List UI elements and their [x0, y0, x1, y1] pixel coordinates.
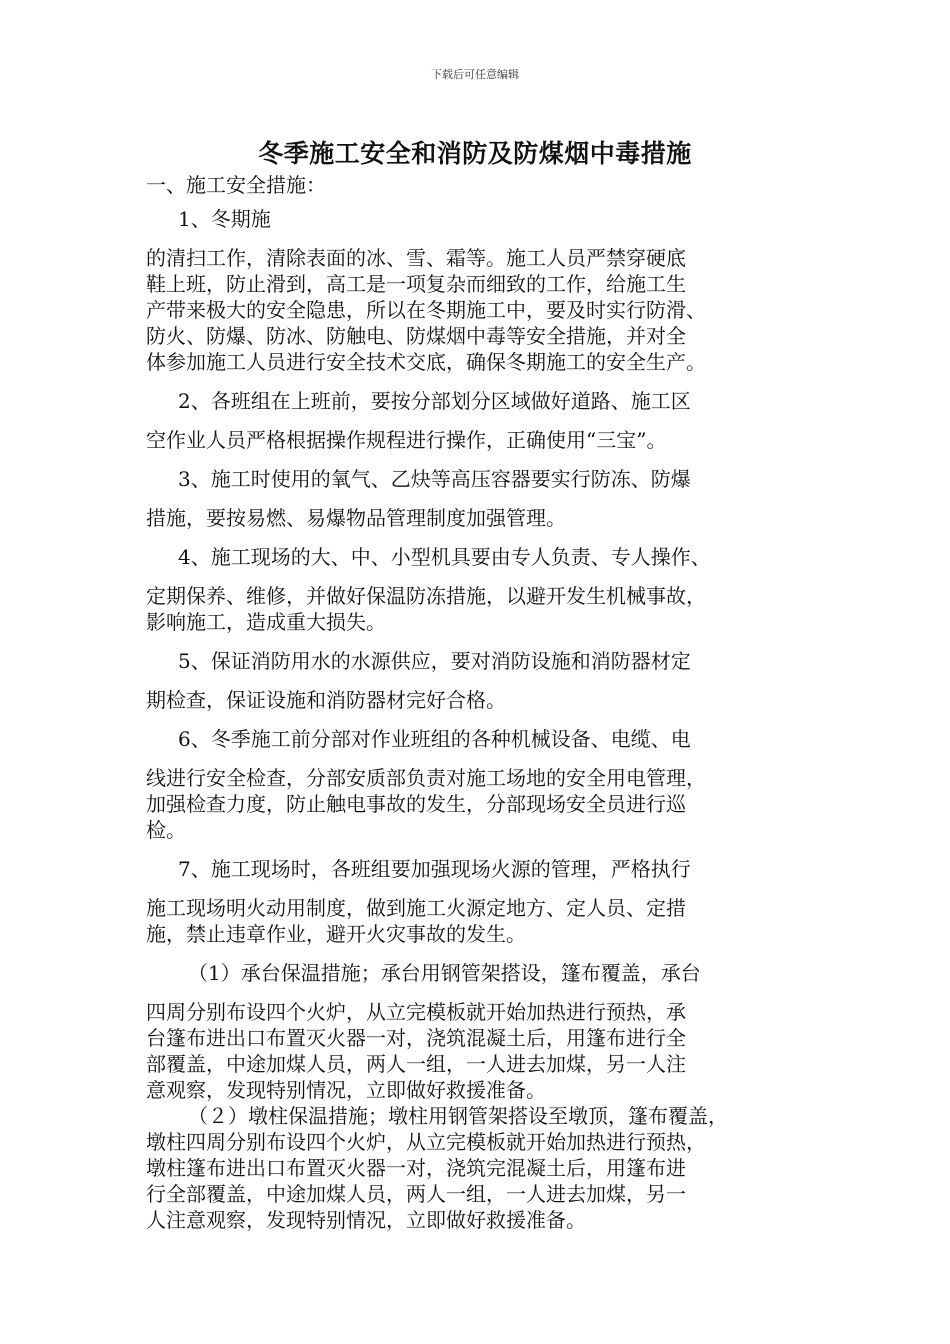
document-body	[146, 172, 806, 1233]
sub-item-2-line: 墩柱四周分别布设四个火炉，从立完模板就开始加热进行预热，	[146, 1130, 706, 1154]
item-3-head: 3、施工时使用的氧气、乙炔等高压容器要实行防冻、防爆	[178, 467, 691, 491]
item-4-head: 4、施工现场的大、中、小型机具要由专人负责、专人操作、	[178, 545, 711, 569]
item-1-head: 1、冬期施	[178, 207, 271, 231]
item-2-head: 2、各班组在上班前，要按分部划分区域做好道路、施工区	[178, 389, 691, 413]
sub-item-2-head: （２）墩柱保温措施；墩柱用钢管架搭设至墩顶，篷布覆盖，	[188, 1104, 728, 1128]
sub-item-1-line: 意观察，发现特别情况，立即做好救援准备。	[146, 1078, 546, 1102]
sub-item-1-head: （1）承台保温措施；承台用钢管架搭设，篷布覆盖，承台	[188, 961, 701, 985]
item-1-line: 的清扫工作，清除表面的冰、雪、霜等。施工人员严禁穿硬底	[146, 246, 686, 270]
item-5-line: 期检查，保证设施和消防器材完好合格。	[146, 688, 506, 712]
item-1-line: 产带来极大的安全隐患，所以在冬期施工中，要及时实行防滑、	[146, 298, 706, 322]
item-7-line: 施，禁止违章作业，避开火灾事故的发生。	[146, 922, 526, 946]
sub-item-2-line: 墩柱篷布进出口布置灭火器一对，浇筑完混凝土后，用篷布进	[146, 1156, 686, 1180]
item-1-line: 体参加施工人员进行安全技术交底，确保冬期施工的安全生产。	[146, 350, 706, 374]
section-heading: 一、施工安全措施：	[146, 173, 326, 197]
item-7-head: 7、施工现场时，各班组要加强现场火源的管理，严格执行	[178, 857, 691, 881]
sub-item-1-line: 部覆盖，中途加煤人员，两人一组，一人进去加煤，另一人注	[146, 1052, 686, 1076]
sub-item-2-line: 人注意观察，发现特别情况，立即做好救援准备。	[146, 1208, 586, 1232]
item-6-head: 6、冬季施工前分部对作业班组的各种机械设备、电缆、电	[178, 727, 691, 751]
item-7-line: 施工现场明火动用制度，做到施工火源定地方、定人员、定措	[146, 896, 686, 920]
item-6-line: 加强检查力度，防止触电事故的发生，分部现场安全员进行巡	[146, 792, 686, 816]
item-6-line: 检。	[146, 818, 186, 842]
item-1-line: 鞋上班，防止滑到，高工是一项复杂而细致的工作，给施工生	[146, 272, 686, 296]
item-4-line: 定期保养、维修，并做好保温防冻措施，以避开发生机械事故，	[146, 584, 706, 608]
item-4-line: 影响施工，造成重大损失。	[146, 610, 386, 634]
item-3-line: 措施，要按易燃、易爆物品管理制度加强管理。	[146, 506, 566, 530]
page-title: 冬季施工安全和消防及防煤烟中毒措施	[258, 139, 692, 168]
header-note: 下载后可任意编辑	[431, 68, 519, 81]
sub-item-2-line: 行全部覆盖，中途加煤人员，两人一组，一人进去加煤，另一	[146, 1182, 686, 1206]
item-5-head: 5、保证消防用水的水源供应，要对消防设施和消防器材定	[178, 649, 691, 673]
sub-item-1-line: 台篷布进出口布置灭火器一对，浇筑混凝土后，用篷布进行全	[146, 1026, 686, 1050]
sub-item-1-line: 四周分别布设四个火炉，从立完模板就开始加热进行预热，承	[146, 1000, 686, 1024]
item-1-line: 防火、防爆、防冰、防触电、防煤烟中毒等安全措施，并对全	[146, 324, 686, 348]
item-2-line: 空作业人员严格根据操作规程进行操作，正确使用“三宝”。	[146, 428, 667, 452]
item-6-line: 线进行安全检查，分部安质部负责对施工场地的安全用电管理，	[146, 766, 706, 790]
